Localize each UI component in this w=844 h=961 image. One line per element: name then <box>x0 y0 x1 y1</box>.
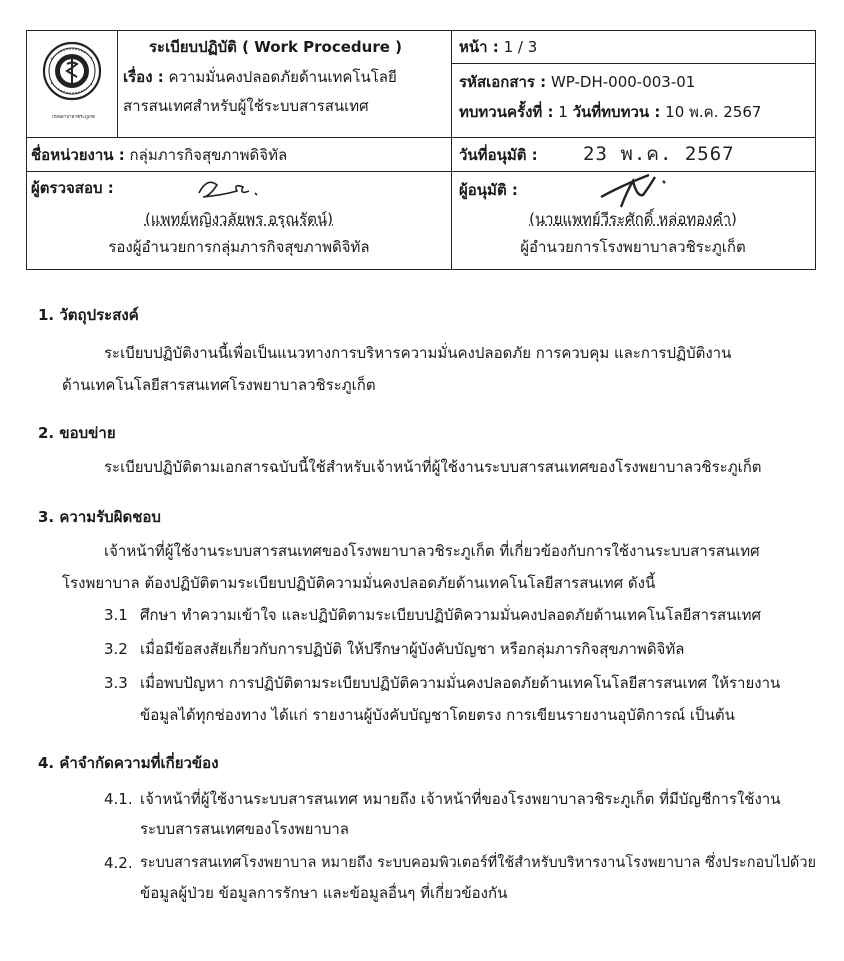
section-4-title: 4. คำจำกัดความที่เกี่ยวข้อง <box>38 754 219 772</box>
section-3-1-number: 3.1 <box>104 606 128 624</box>
approver-signature <box>593 167 683 211</box>
hospital-logo <box>27 31 117 137</box>
section-2-para: ระเบียบปฏิบัติตามเอกสารฉบับนี้ใช้สำหรับเจ้าหน้าที่ผู้ใช้งานระบบสารสนเทศของโรงพยาบาลวชิระภูเก็ต <box>104 458 762 476</box>
section-1-title: 1. วัตถุประสงค์ <box>38 306 139 324</box>
section-3-title: 3. ความรับผิดชอบ <box>38 508 161 526</box>
doc-code <box>459 71 695 93</box>
section-4-1-text-line-1: เจ้าหน้าที่ผู้ใช้งานระบบสารสนเทศ หมายถึง เจ้าหน้าที่ของโรงพยาบาลวชิระภูเก็ต ที่มีบัญชีการใช้งาน <box>140 790 781 808</box>
section-3-2-number: 3.2 <box>104 640 128 658</box>
section-3-para-line-2: โรงพยาบาล ต้องปฏิบัติตามระเบียบปฏิบัติความมั่นคงปลอดภัยด้านเทคโนโลยีสารสนเทศ ดังนี้ <box>62 574 656 592</box>
section-1-para-line-1: ระเบียบปฏิบัติงานนี้เพื่อเป็นแนวทางการบริหารความมั่นคงปลอดภัย การควบคุม และการปฏิบัติงาน <box>104 344 732 362</box>
section-3-2-text: เมื่อมีข้อสงสัยเกี่ยวกับการปฏิบัติ ให้ปรึกษาผู้บังคับบัญชา หรือกลุ่มภารกิจสุขภาพดิจิทัล <box>140 640 685 658</box>
logo-caption: โรงพยาบาลวชิระภูเก็ต <box>51 115 95 120</box>
section-4-2-text-line-2: ข้อมูลผู้ป่วย ข้อมูลการรักษา และข้อมูลอื่นๆ ที่เกี่ยวข้องกัน <box>140 884 508 902</box>
page-label: หน้า : <box>459 38 499 56</box>
section-3-para-line-1: เจ้าหน้าที่ผู้ใช้งานระบบสารสนเทศของโรงพยาบาลวชิระภูเก็ต ที่เกี่ยวข้องกับการใช้งานระบบสารสนเทศ <box>104 542 760 560</box>
header-table <box>26 30 816 270</box>
review-info <box>459 101 761 123</box>
reviewer-signature <box>193 173 273 203</box>
subject-text-2: สารสนเทศสำหรับผู้ใช้ระบบสารสนเทศ <box>123 97 369 115</box>
doc-code-value: WP-DH-000-003-01 <box>550 73 696 91</box>
unit-info <box>31 144 287 166</box>
approver-title: ผู้อำนวยการโรงพยาบาลวชิระภูเก็ต <box>520 238 746 256</box>
section-2-title: 2. ขอบข่าย <box>38 424 116 442</box>
hospital-emblem-icon <box>27 31 117 115</box>
review-no-value: 1 <box>558 103 568 121</box>
doc-code-label: รหัสเอกสาร : <box>459 73 547 91</box>
reviewer-title: รองผู้อำนวยการกลุ่มภารกิจสุขภาพดิจิทัล <box>108 238 370 256</box>
approve-date-handwritten: 23 พ.ค. 2567 <box>583 143 735 165</box>
doc-type: ระเบียบปฏิบัติ ( Work Procedure ) <box>149 38 402 56</box>
approver-label: ผู้อนุมัติ : <box>459 181 518 199</box>
section-1-para-line-2: ด้านเทคโนโลยีสารสนเทศโรงพยาบาลวชิระภูเก็ต <box>62 376 376 394</box>
review-date-label: วันที่ทบทวน : <box>572 103 661 121</box>
section-3-3-number: 3.3 <box>104 674 128 692</box>
unit-label: ชื่อหน่วยงาน : <box>31 146 125 164</box>
section-3-3-text-line-1: เมื่อพบปัญหา การปฏิบัติตามระเบียบปฏิบัติความมั่นคงปลอดภัยด้านเทคโนโลยีสารสนเทศ ให้รายงาน <box>140 674 781 692</box>
unit-value: กลุ่มภารกิจสุขภาพดิจิทัล <box>129 146 288 164</box>
divider <box>451 31 452 269</box>
section-4-2-text-line-1: ระบบสารสนเทศโรงพยาบาล หมายถึง ระบบคอมพิวเตอร์ที่ใช้สำหรับบริหารงานโรงพยาบาล ซึ่งประกอบไปด้วย <box>140 855 816 871</box>
approver-name: (นายแพทย์วีระศักดิ์ หล่อทองคำ) <box>529 210 737 228</box>
review-date-value: 10 พ.ค. 2567 <box>665 103 762 121</box>
page-info <box>459 36 537 58</box>
section-4-2-number: 4.2. <box>104 854 133 872</box>
section-4-1-number: 4.1. <box>104 790 133 808</box>
reviewer-label: ผู้ตรวจสอบ : <box>31 179 114 197</box>
divider <box>451 63 815 64</box>
section-4-1-text-line-2: ระบบสารสนเทศของโรงพยาบาล <box>140 820 349 838</box>
subject-label: เรื่อง : <box>123 68 164 86</box>
page-value: 1 / 3 <box>503 38 538 56</box>
section-3-3-text-line-2: ข้อมูลได้ทุกช่องทาง ได้แก่ รายงานผู้บังคับบัญชาโดยตรง การเขียนรายงานอุบัติการณ์ เป็นต้น <box>140 706 735 724</box>
review-no-label: ทบทวนครั้งที่ : <box>459 103 554 121</box>
divider <box>117 31 118 137</box>
approve-date-label: วันที่อนุมัติ : <box>459 146 538 164</box>
subject-line-1 <box>123 66 397 88</box>
reviewer-name: (แพทย์หญิงวลัยพร อรุณรัตน์) <box>144 210 334 228</box>
section-3-1-text: ศึกษา ทำความเข้าใจ และปฏิบัติตามระเบียบปฏิบัติความมั่นคงปลอดภัยด้านเทคโนโลยีสารสนเทศ <box>140 606 761 624</box>
divider <box>27 171 815 172</box>
subject-text-1: ความมั่นคงปลอดภัยด้านเทคโนโลยี <box>168 68 397 86</box>
